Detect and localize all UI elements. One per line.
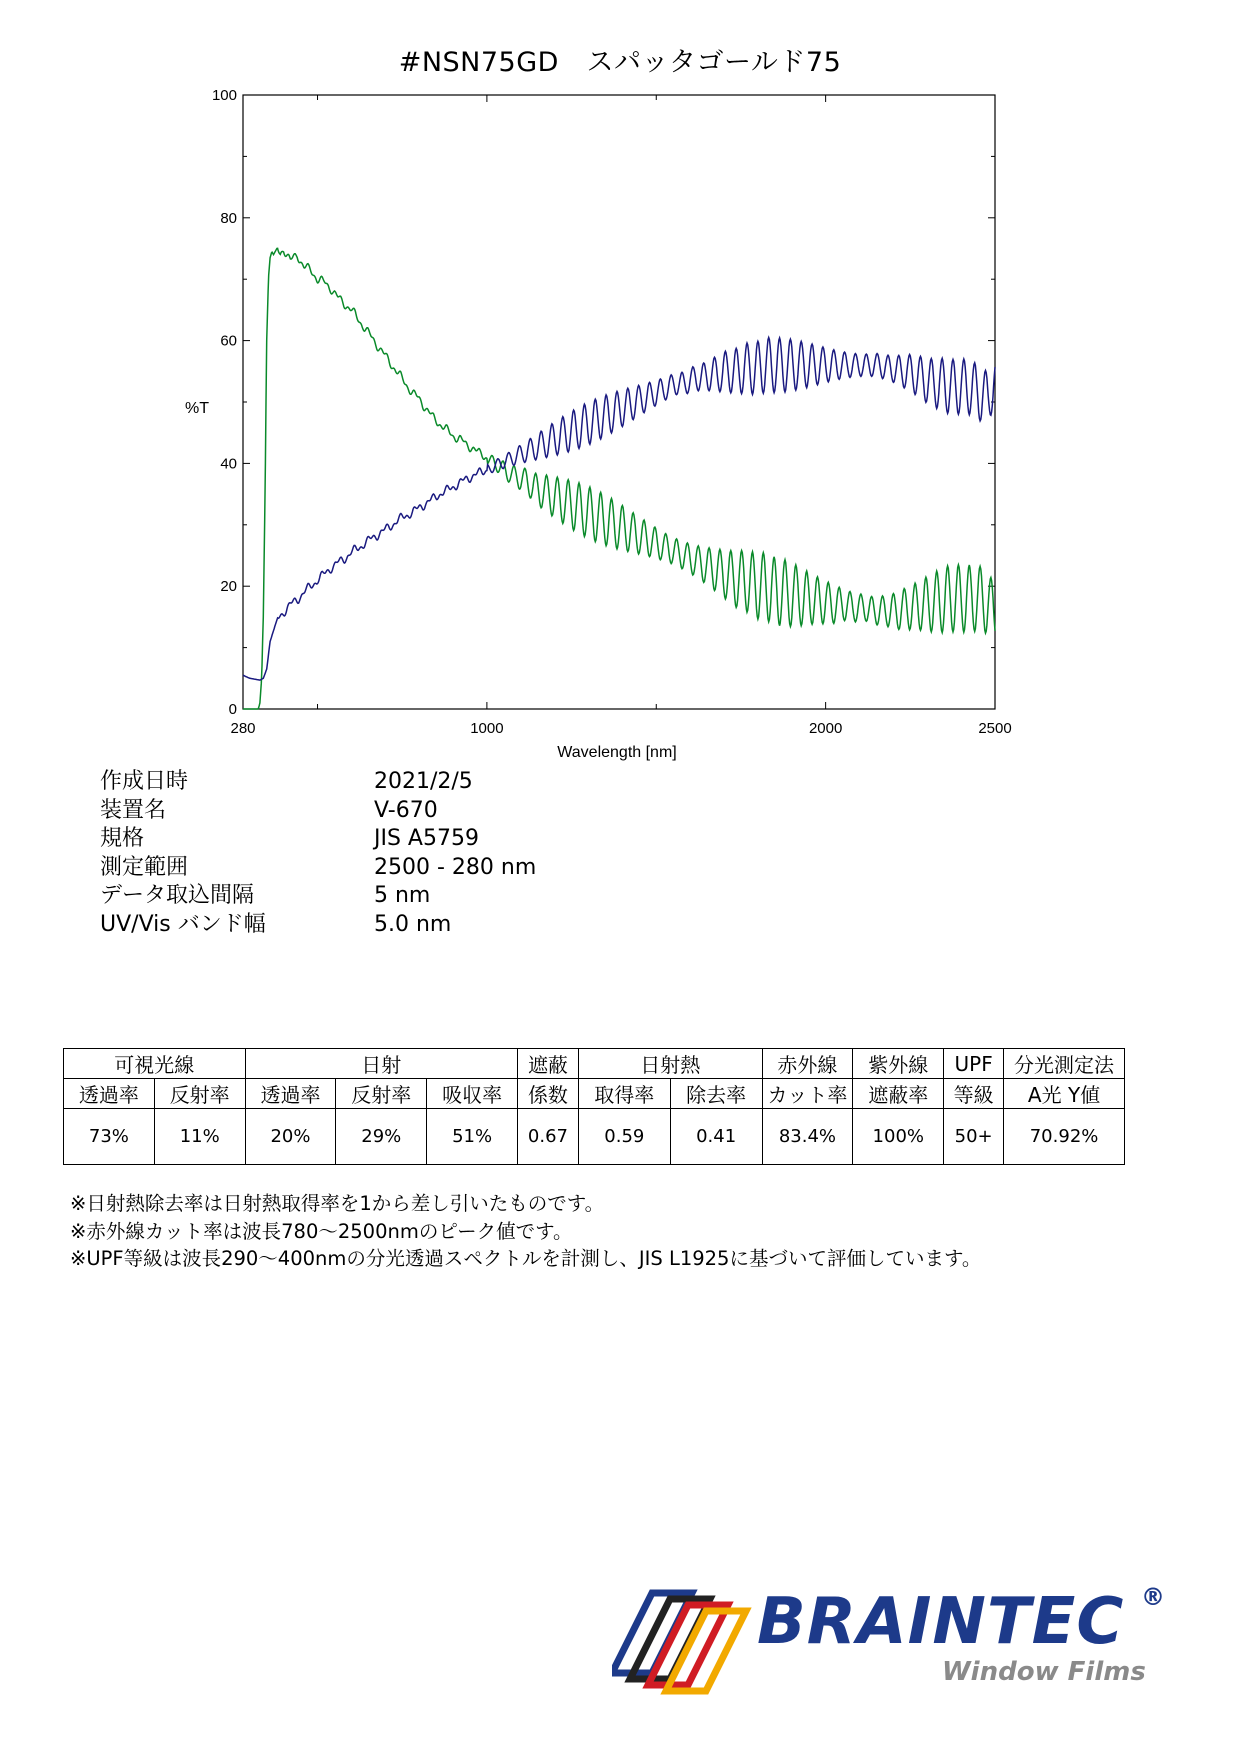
y-axis-label: %T (185, 400, 209, 417)
y-tick-label: 60 (220, 332, 237, 350)
value-sol-refl: 29% (336, 1109, 427, 1165)
axis-layer (212, 87, 1012, 737)
value-uv-block: 100% (853, 1109, 944, 1165)
header-upf-1: UPF (944, 1049, 1004, 1079)
info-key: UV/Vis バンド幅 (100, 911, 266, 937)
footnote: ※日射熱除去率は日射熱取得率を1から差し引いたものです。 (70, 1192, 605, 1215)
header-uv-2: 遮蔽率 (853, 1079, 944, 1109)
sub-sol-trans: 透過率 (245, 1079, 336, 1109)
logo-tagline: Window Films (942, 1657, 1146, 1687)
y-tick-label: 80 (220, 209, 237, 227)
y-tick-label: 20 (220, 578, 237, 596)
info-key: 装置名 (100, 797, 167, 823)
series-line-1 (243, 338, 995, 681)
value-upf: 50+ (944, 1109, 1004, 1165)
info-row (100, 911, 536, 940)
transmission-chart (0, 0, 1240, 780)
info-row (100, 854, 536, 883)
info-value: JIS A5759 (374, 826, 479, 851)
sub-vis-refl: 反射率 (154, 1079, 245, 1109)
header-ir-1: 赤外線 (762, 1049, 853, 1079)
header-shading-2: 係数 (517, 1079, 578, 1109)
value-heat-gain: 0.59 (578, 1109, 670, 1165)
x-tick-label: 280 (230, 720, 256, 737)
header-visible-light: 可視光線 (64, 1049, 246, 1079)
value-sol-abs: 51% (427, 1109, 518, 1165)
info-value: 2021/2/5 (374, 769, 473, 794)
y-tick-label: 0 (228, 701, 237, 718)
measurement-info (100, 768, 536, 939)
value-vis-trans: 73% (64, 1109, 155, 1165)
footnote: ※UPF等級は波長290～400nmの分光透過スペクトルを計測し、JIS L1925に基づいて評価しています。 (70, 1247, 982, 1270)
info-row (100, 768, 536, 797)
value-ir-cut: 83.4% (762, 1109, 853, 1165)
sub-heat-gain: 取得率 (578, 1079, 670, 1109)
header-uv-1: 紫外線 (853, 1049, 944, 1079)
info-row (100, 882, 536, 911)
sub-vis-trans: 透過率 (64, 1079, 155, 1109)
value-heat-rej: 0.41 (670, 1109, 762, 1165)
info-value: 5.0 nm (374, 911, 452, 937)
sub-heat-rej: 除去率 (670, 1079, 762, 1109)
value-sol-trans: 20% (245, 1109, 336, 1165)
header-solar: 日射 (245, 1049, 517, 1079)
header-shading-1: 遮蔽 (517, 1049, 578, 1079)
info-key: 作成日時 (100, 769, 189, 794)
info-row (100, 797, 536, 826)
sub-sol-abs: 吸収率 (427, 1079, 518, 1109)
info-key: 測定範囲 (100, 854, 189, 880)
x-axis-label: Wavelength [nm] (557, 744, 677, 761)
logo-mark-icon (612, 1585, 762, 1705)
info-key: 規格 (100, 826, 145, 851)
braintec-logo (612, 1585, 1172, 1705)
y-tick-label: 40 (220, 455, 237, 473)
header-solar-heat: 日射熱 (578, 1049, 762, 1079)
logo-wordmark: BRAINTEC (757, 1585, 1125, 1659)
info-value: 2500 - 280 nm (374, 854, 537, 880)
header-spec-1: 分光測定法 (1004, 1049, 1125, 1079)
info-value: V-670 (374, 797, 438, 823)
sub-sol-refl: 反射率 (336, 1079, 427, 1109)
performance-table (63, 1048, 1125, 1165)
value-vis-refl: 11% (154, 1109, 245, 1165)
series-layer (243, 248, 995, 709)
y-tick-label: 100 (211, 87, 237, 104)
info-value: 5 nm (374, 883, 431, 908)
registered-mark: ® (1141, 1583, 1165, 1611)
x-tick-label: 1000 (470, 720, 504, 737)
x-tick-label: 2500 (978, 720, 1012, 737)
footnotes (70, 1190, 981, 1273)
info-key: データ取込間隔 (100, 883, 255, 908)
value-shading: 0.67 (517, 1109, 578, 1165)
x-tick-label: 2000 (808, 720, 843, 737)
series-line-0 (243, 248, 995, 709)
footnote: ※赤外線カット率は波長780～2500nmのピーク値です。 (70, 1219, 573, 1243)
page-title: #NSN75GD スパッタゴールド75 (398, 47, 842, 78)
info-row (100, 825, 536, 854)
header-ir-2: カット率 (762, 1079, 853, 1109)
value-y: 70.92% (1004, 1109, 1125, 1165)
header-spec-2: A光 Y値 (1004, 1079, 1125, 1109)
header-upf-2: 等級 (944, 1079, 1004, 1109)
